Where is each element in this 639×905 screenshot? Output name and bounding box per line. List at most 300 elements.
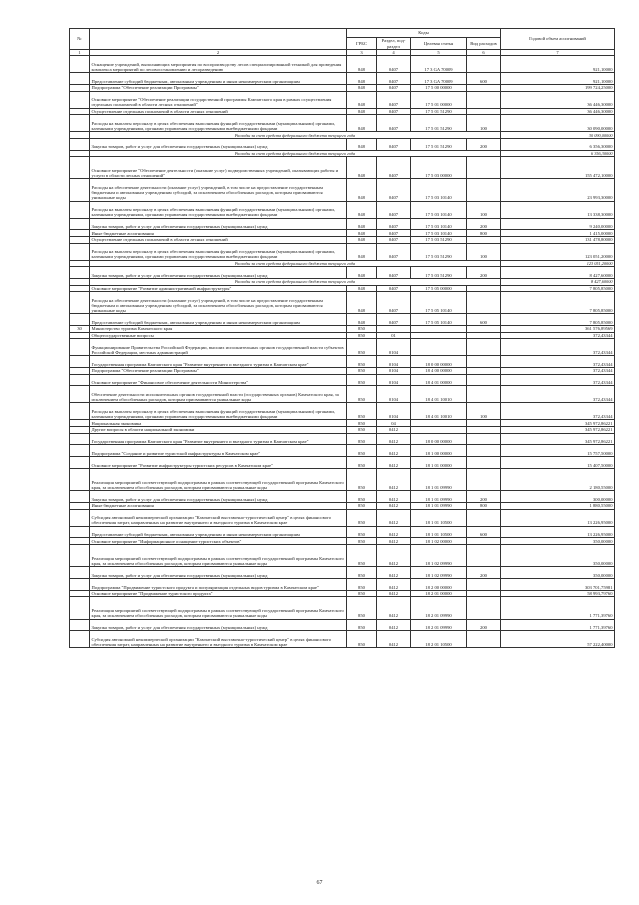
cell-expense-type <box>467 356 501 368</box>
cell-expense-type <box>467 445 501 457</box>
cell-razdel: 0412 <box>377 469 411 491</box>
cell-razdel: 0407 <box>377 243 411 260</box>
table-row <box>70 115 615 132</box>
table-row <box>70 236 615 243</box>
table-row <box>70 326 615 333</box>
header-razdel: Раздел, под-раздел <box>377 38 411 50</box>
table-row <box>70 386 615 403</box>
cell-num <box>70 132 90 139</box>
header-codes: Коды <box>347 29 501 38</box>
cell-description: Предоставление субсидий бюджетным, автономным учреждениям и иным некоммерческим организациям <box>90 526 347 538</box>
cell-sum: 372,43344 <box>501 356 615 368</box>
cell-num <box>70 179 90 201</box>
cell-expense-type: 100 <box>467 201 501 218</box>
cell-description: Расходы за счет средств федерального бюджета текущего года <box>90 278 501 285</box>
cell-sum: 30 090,00000 <box>501 132 615 139</box>
cell-grbs: 850 <box>347 631 377 648</box>
cell-description: Реализация мероприятий соответствующей подпрограммы в рамках соответствующей государственной программы Камчатского края, за исключением обособленных расходов, которым присваиваются уникальные коды <box>90 597 347 619</box>
cell-expense-type <box>467 157 501 179</box>
cell-grbs: 848 <box>347 91 377 108</box>
cell-num <box>70 332 90 339</box>
cell-grbs: 850 <box>347 374 377 386</box>
table-row <box>70 619 615 631</box>
cell-expense-type <box>467 386 501 403</box>
colnum: 2 <box>90 50 347 56</box>
table-row <box>70 597 615 619</box>
cell-sum: 345 972,86221 <box>501 420 615 427</box>
header-grbs: ГРБС <box>347 38 377 50</box>
federal-budget-note-row <box>70 278 615 285</box>
table-row <box>70 56 615 73</box>
cell-razdel: 0407 <box>377 73 411 85</box>
cell-sum: 350,00000 <box>501 567 615 579</box>
cell-target-article: 17 5 03 10140 <box>411 218 467 230</box>
table-row <box>70 545 615 567</box>
cell-target-article: 17 5 03 51290 <box>411 267 467 279</box>
cell-expense-type: 200 <box>467 567 501 579</box>
cell-expense-type <box>467 339 501 356</box>
table-row <box>70 491 615 503</box>
cell-grbs: 848 <box>347 201 377 218</box>
header-num: № <box>70 29 90 50</box>
cell-sum: 123 051,20000 <box>501 260 615 267</box>
cell-sum: 30 090,00000 <box>501 115 615 132</box>
cell-expense-type <box>467 91 501 108</box>
cell-sum: 361 576,89569 <box>501 326 615 333</box>
cell-expense-type <box>467 326 501 333</box>
cell-description: Расходы на выплаты персоналу в целях обеспечения выполнения функций государственными (муниципальными) органами, казенными учреждениями, органами управления государственными внебюджетными фондами <box>90 201 347 218</box>
table-row <box>70 356 615 368</box>
cell-grbs: 850 <box>347 420 377 427</box>
table-row <box>70 230 615 237</box>
table-row <box>70 538 615 545</box>
cell-expense-type: 200 <box>467 267 501 279</box>
cell-sum: 372,43344 <box>501 368 615 375</box>
cell-num <box>70 619 90 631</box>
cell-expense-type <box>467 85 501 92</box>
table-body <box>70 56 615 648</box>
cell-sum: 15 407,50000 <box>501 457 615 469</box>
cell-description: Расходы на обеспечение деятельности (оказание услуг) учреждений, в том числе на предоставление государственным бюджетным и автономным учреждениям субсидий, за исключением обособленных расходов, которым присваиваются уникальные коды <box>90 179 347 201</box>
cell-grbs: 848 <box>347 56 377 73</box>
cell-razdel: 0412 <box>377 509 411 526</box>
table-row <box>70 243 615 260</box>
cell-description: Расходы на обеспечение деятельности (оказание услуг) учреждений, в том числе на предоставление государственным бюджетным и автономным учреждениям субсидий, за исключением обособленных расходов, которым присваиваются уникальные коды <box>90 292 347 314</box>
cell-description: Общегосударственные вопросы <box>90 332 347 339</box>
cell-description: Предоставление субсидий бюджетным, автономным учреждениям и иным некоммерческим организациям <box>90 73 347 85</box>
cell-grbs: 850 <box>347 403 377 420</box>
cell-sum: 350,00000 <box>501 545 615 567</box>
cell-description: Министерство туризма Камчатского края <box>90 326 347 333</box>
table-row <box>70 138 615 150</box>
cell-num <box>70 503 90 510</box>
cell-sum: 199 724,25000 <box>501 85 615 92</box>
cell-num <box>70 278 90 285</box>
cell-razdel: 0412 <box>377 579 411 591</box>
header-cel: Целевая статья <box>411 38 467 50</box>
cell-target-article: 17 5 05 10140 <box>411 314 467 326</box>
cell-sum: 13 226,95000 <box>501 526 615 538</box>
cell-razdel: 0412 <box>377 538 411 545</box>
cell-description: Субсидия автономной некоммерческой организации "Камчатский выставочно-туристический центр" в целях финансового обеспечения затрат, направленных на развитие внутреннего и въездного туризма в Камчатском крае <box>90 631 347 648</box>
cell-description: Функционирование Правительства Российской Федерации, высших исполнительных органов государственной власти субъектов Российской Федерации, местных администраций <box>90 339 347 356</box>
cell-target-article: 18 4 01 10010 <box>411 403 467 420</box>
cell-num <box>70 267 90 279</box>
cell-description: Расходы на выплаты персоналу в целях обеспечения выполнения функций государственными (муниципальными) органами, казенными учреждениями, органами управления государственными внебюджетными фондами <box>90 403 347 420</box>
cell-description: Основное мероприятие "Развитие инфраструктуры туристских ресурсов в Камчатском крае" <box>90 457 347 469</box>
cell-target-article: 18 1 02 09990 <box>411 567 467 579</box>
table-row <box>70 179 615 201</box>
cell-sum: 303 701,75981 <box>501 579 615 591</box>
cell-grbs: 850 <box>347 538 377 545</box>
cell-expense-type <box>467 538 501 545</box>
cell-target-article: 17 5 01 51290 <box>411 115 467 132</box>
cell-sum: 372,43344 <box>501 332 615 339</box>
cell-sum: 921,10000 <box>501 56 615 73</box>
cell-description: Реализация мероприятий соответствующей подпрограммы в рамках соответствующей государственной программы Камчатского края, за исключением обособленных расходов, которым присваиваются уникальные коды <box>90 545 347 567</box>
table-row <box>70 509 615 526</box>
cell-sum: 345 972,86221 <box>501 433 615 445</box>
cell-target-article: 17 5 01 51290 <box>411 108 467 115</box>
cell-target-article: 17 3 GA 70009 <box>411 73 467 85</box>
cell-num <box>70 150 90 157</box>
cell-grbs: 848 <box>347 267 377 279</box>
cell-sum: 372,43344 <box>501 386 615 403</box>
cell-grbs: 848 <box>347 314 377 326</box>
cell-expense-type <box>467 457 501 469</box>
cell-description: Расходы за счет средств федерального бюджета текущего года <box>90 260 501 267</box>
cell-razdel: 0407 <box>377 201 411 218</box>
cell-razdel: 0412 <box>377 597 411 619</box>
cell-razdel: 0412 <box>377 427 411 434</box>
cell-razdel: 0407 <box>377 157 411 179</box>
page-number: 67 <box>316 880 323 886</box>
table-row <box>70 445 615 457</box>
table-row <box>70 469 615 491</box>
table-row <box>70 526 615 538</box>
cell-target-article: 18 1 01 00000 <box>411 457 467 469</box>
cell-sum: 1 415,00000 <box>501 230 615 237</box>
cell-description: Обеспечение деятельности исполнительных органов государственной власти (государственных органов) Камчатского края, за исключением обособленных расходов, которым присваиваются уникальные коды <box>90 386 347 403</box>
table-row <box>70 157 615 179</box>
cell-razdel: 0104 <box>377 386 411 403</box>
cell-num: 30 <box>70 326 90 333</box>
cell-target-article: 18 1 01 09990 <box>411 491 467 503</box>
cell-num <box>70 545 90 567</box>
cell-expense-type <box>467 590 501 597</box>
cell-num <box>70 356 90 368</box>
cell-sum: 7 805,85000 <box>501 292 615 314</box>
cell-num <box>70 445 90 457</box>
cell-num <box>70 56 90 73</box>
cell-num <box>70 469 90 491</box>
cell-description: Основное мероприятие "Финансовое обеспечение деятельности Министерства" <box>90 374 347 386</box>
cell-sum: 58 993,79760 <box>501 590 615 597</box>
cell-expense-type: 100 <box>467 243 501 260</box>
cell-sum: 350,00000 <box>501 538 615 545</box>
table-row <box>70 631 615 648</box>
cell-num <box>70 526 90 538</box>
cell-grbs: 850 <box>347 619 377 631</box>
cell-razdel: 0407 <box>377 285 411 292</box>
cell-description: Закупка товаров, работ и услуг для обеспечения государственных (муниципальных) нужд <box>90 491 347 503</box>
cell-expense-type: 600 <box>467 526 501 538</box>
table-row <box>70 73 615 85</box>
cell-sum: 7 805,85000 <box>501 314 615 326</box>
cell-razdel: 0407 <box>377 138 411 150</box>
cell-grbs: 850 <box>347 491 377 503</box>
budget-table <box>69 28 615 648</box>
cell-expense-type <box>467 509 501 526</box>
cell-razdel: 0412 <box>377 457 411 469</box>
cell-sum: 1 880,55000 <box>501 503 615 510</box>
table-row <box>70 433 615 445</box>
cell-razdel: 0407 <box>377 179 411 201</box>
cell-grbs: 850 <box>347 433 377 445</box>
cell-description: Расходы на выплаты персоналу в целях обеспечения выполнения функций государственными (муниципальными) органами, казенными учреждениями, органами управления государственными внебюджетными фондами <box>90 243 347 260</box>
cell-razdel: 0412 <box>377 567 411 579</box>
table-row <box>70 108 615 115</box>
cell-expense-type <box>467 427 501 434</box>
cell-expense-type <box>467 469 501 491</box>
cell-description: Оснащение учреждений, выполняющих мероприятия по воспроизводству лесов специализированной техникой для проведения комплекса мероприятий по лесовосстановлению и лесоразведению <box>90 56 347 73</box>
cell-sum: 15 757,50000 <box>501 445 615 457</box>
cell-description: Государственная программа Камчатского края "Развитие внутреннего и въездного туризма в Камчатском крае" <box>90 356 347 368</box>
cell-expense-type: 100 <box>467 115 501 132</box>
cell-num <box>70 597 90 619</box>
cell-expense-type: 200 <box>467 491 501 503</box>
cell-description: Субсидия автономной некоммерческой организации "Камчатский выставочно-туристический центр" в целях финансового обеспечения затрат, направленных на развитие внутреннего и въездного туризма в Камчатском крае <box>90 509 347 526</box>
cell-sum: 1 771,39760 <box>501 619 615 631</box>
table-row <box>70 403 615 420</box>
cell-grbs: 848 <box>347 138 377 150</box>
cell-target-article: 17 5 05 10140 <box>411 292 467 314</box>
cell-sum: 13 226,95000 <box>501 509 615 526</box>
cell-target-article: 18 2 01 00000 <box>411 590 467 597</box>
cell-expense-type <box>467 285 501 292</box>
cell-description: Закупка товаров, работ и услуг для обеспечения государственных (муниципальных) нужд <box>90 218 347 230</box>
cell-grbs: 850 <box>347 590 377 597</box>
cell-expense-type: 600 <box>467 73 501 85</box>
cell-description: Подпрограмма "Обеспечение реализации Программы" <box>90 85 347 92</box>
cell-expense-type <box>467 56 501 73</box>
cell-sum: 8 427,60000 <box>501 278 615 285</box>
cell-grbs: 850 <box>347 597 377 619</box>
cell-razdel: 0104 <box>377 403 411 420</box>
cell-razdel: 0407 <box>377 115 411 132</box>
cell-target-article: 18 1 02 09990 <box>411 545 467 567</box>
cell-target-article: 18 4 01 10010 <box>411 386 467 403</box>
cell-num <box>70 292 90 314</box>
cell-target-article: 18 0 00 00000 <box>411 356 467 368</box>
cell-expense-type <box>467 368 501 375</box>
cell-description: Основное мероприятие "Развитие административной инфраструктуры" <box>90 285 347 292</box>
cell-num <box>70 218 90 230</box>
cell-grbs: 848 <box>347 85 377 92</box>
cell-num <box>70 420 90 427</box>
cell-target-article: 17 5 00 00000 <box>411 85 467 92</box>
table-row <box>70 91 615 108</box>
cell-sum: 1 771,39760 <box>501 597 615 619</box>
cell-num <box>70 243 90 260</box>
cell-target-article: 17 5 03 10140 <box>411 179 467 201</box>
cell-razdel: 0407 <box>377 230 411 237</box>
cell-expense-type <box>467 545 501 567</box>
cell-grbs: 848 <box>347 73 377 85</box>
cell-expense-type: 100 <box>467 403 501 420</box>
cell-razdel: 0407 <box>377 85 411 92</box>
table-row <box>70 590 615 597</box>
cell-description: Государственная программа Камчатского края "Развитие внутреннего и въездного туризма в Камчатском крае" <box>90 433 347 445</box>
cell-razdel: 0104 <box>377 374 411 386</box>
table-row <box>70 218 615 230</box>
cell-razdel: 0104 <box>377 368 411 375</box>
cell-sum: 372,43344 <box>501 374 615 386</box>
cell-razdel: 0412 <box>377 445 411 457</box>
cell-expense-type <box>467 420 501 427</box>
cell-razdel: 0407 <box>377 314 411 326</box>
cell-sum: 131 478,80000 <box>501 236 615 243</box>
cell-expense-type <box>467 332 501 339</box>
cell-grbs: 848 <box>347 236 377 243</box>
cell-description: Предоставление субсидий бюджетным, автономным учреждениям и иным некоммерческим организациям <box>90 314 347 326</box>
cell-razdel: 0412 <box>377 491 411 503</box>
cell-grbs: 850 <box>347 427 377 434</box>
cell-num <box>70 433 90 445</box>
colnum: 5 <box>411 50 467 56</box>
cell-target-article: 18 1 02 00000 <box>411 538 467 545</box>
cell-description: Национальная экономика <box>90 420 347 427</box>
cell-num <box>70 91 90 108</box>
table-row <box>70 579 615 591</box>
cell-sum: 2 180,55000 <box>501 469 615 491</box>
cell-target-article: 17 5 03 51290 <box>411 236 467 243</box>
budget-table-sheet <box>69 28 614 648</box>
cell-sum: 9 240,00000 <box>501 218 615 230</box>
cell-expense-type: 800 <box>467 503 501 510</box>
cell-expense-type <box>467 579 501 591</box>
cell-sum: 372,43344 <box>501 339 615 356</box>
table-row <box>70 567 615 579</box>
cell-target-article: 17 5 03 51290 <box>411 243 467 260</box>
cell-sum: 155 472,10000 <box>501 157 615 179</box>
cell-expense-type <box>467 597 501 619</box>
cell-sum: 921,10000 <box>501 73 615 85</box>
cell-grbs: 850 <box>347 445 377 457</box>
cell-target-article: 18 1 01 09990 <box>411 469 467 491</box>
cell-description: Основное мероприятие "Обеспечение деятельности (оказание услуг) подведомственных учреждений, оказывающих работы и услуги в области лесных отношений" <box>90 157 347 179</box>
cell-target-article <box>411 427 467 434</box>
cell-num <box>70 115 90 132</box>
cell-description: Реализация мероприятий соответствующей подпрограммы в рамках соответствующей государственной программы Камчатского края, за исключением обособленных расходов, которым присваиваются уникальные коды <box>90 469 347 491</box>
cell-grbs: 848 <box>347 292 377 314</box>
cell-grbs: 848 <box>347 230 377 237</box>
cell-razdel: 0104 <box>377 356 411 368</box>
cell-grbs: 850 <box>347 545 377 567</box>
federal-budget-note-row <box>70 150 615 157</box>
cell-num <box>70 368 90 375</box>
cell-num <box>70 457 90 469</box>
cell-sum: 123 051,20000 <box>501 243 615 260</box>
cell-grbs: 848 <box>347 115 377 132</box>
cell-grbs: 850 <box>347 457 377 469</box>
cell-grbs: 850 <box>347 356 377 368</box>
cell-sum: 7 805,85000 <box>501 285 615 292</box>
cell-num <box>70 631 90 648</box>
cell-sum: 372,43344 <box>501 403 615 420</box>
cell-description: Основное мероприятие "Обеспечение реализации государственной программы Камчатского края в рамках осуществления отдельных полномочий в области лесных отношений" <box>90 91 347 108</box>
cell-description: Расходы на выплаты персоналу в целях обеспечения выполнения функций государственными (муниципальными) органами, казенными учреждениями, органами управления государственными внебюджетными фондами <box>90 115 347 132</box>
cell-target-article: 18 4 01 00000 <box>411 374 467 386</box>
cell-target-article: 18 4 00 00000 <box>411 368 467 375</box>
cell-description: Подпрограмма "Создание и развитие туристской инфраструктуры в Камчатском крае" <box>90 445 347 457</box>
cell-num <box>70 314 90 326</box>
cell-grbs: 850 <box>347 503 377 510</box>
cell-sum: 23 993,30000 <box>501 179 615 201</box>
cell-description: Закупка товаров, работ и услуг для обеспечения государственных (муниципальных) нужд <box>90 567 347 579</box>
cell-target-article: 17 5 01 51290 <box>411 138 467 150</box>
colnum: 3 <box>347 50 377 56</box>
cell-sum: 8 427,60000 <box>501 267 615 279</box>
cell-razdel: 0407 <box>377 108 411 115</box>
cell-num <box>70 339 90 356</box>
cell-grbs: 848 <box>347 243 377 260</box>
cell-description: Основное мероприятие "Продвижение туристского продукта" <box>90 590 347 597</box>
cell-expense-type <box>467 236 501 243</box>
cell-expense-type: 200 <box>467 138 501 150</box>
cell-target-article: 17 5 05 00000 <box>411 285 467 292</box>
cell-grbs: 850 <box>347 339 377 356</box>
cell-grbs: 850 <box>347 567 377 579</box>
cell-num <box>70 386 90 403</box>
federal-budget-note-row <box>70 260 615 267</box>
cell-target-article: 18 2 01 10500 <box>411 631 467 648</box>
cell-num <box>70 590 90 597</box>
cell-razdel: 0412 <box>377 503 411 510</box>
table-row <box>70 85 615 92</box>
cell-description: Осуществление отдельных полномочий в области лесных отношений <box>90 236 347 243</box>
cell-description: Закупка товаров, работ и услуг для обеспечения государственных (муниципальных) нужд <box>90 267 347 279</box>
cell-description: Расходы за счет средств федерального бюджета текущего года <box>90 132 501 139</box>
cell-grbs: 850 <box>347 326 377 333</box>
table-row <box>70 285 615 292</box>
cell-expense-type <box>467 179 501 201</box>
table-header <box>70 29 615 56</box>
cell-target-article: 17 5 03 10140 <box>411 230 467 237</box>
cell-razdel: 0412 <box>377 590 411 597</box>
cell-num <box>70 236 90 243</box>
cell-num <box>70 201 90 218</box>
cell-razdel: 0104 <box>377 339 411 356</box>
cell-grbs: 850 <box>347 579 377 591</box>
cell-grbs: 850 <box>347 332 377 339</box>
cell-grbs: 848 <box>347 108 377 115</box>
cell-description: Расходы за счет средств федерального бюджета текущего года <box>90 150 501 157</box>
table-row <box>70 420 615 427</box>
cell-num <box>70 567 90 579</box>
cell-target-article: 18 1 01 10500 <box>411 509 467 526</box>
cell-razdel: 0407 <box>377 91 411 108</box>
cell-description: Иные бюджетные ассигнования <box>90 230 347 237</box>
cell-expense-type <box>467 433 501 445</box>
cell-num <box>70 509 90 526</box>
cell-num <box>70 260 90 267</box>
cell-razdel: 0412 <box>377 631 411 648</box>
cell-grbs: 848 <box>347 218 377 230</box>
table-row <box>70 314 615 326</box>
colnum: 7 <box>501 50 615 56</box>
cell-sum: 345 972,86221 <box>501 427 615 434</box>
